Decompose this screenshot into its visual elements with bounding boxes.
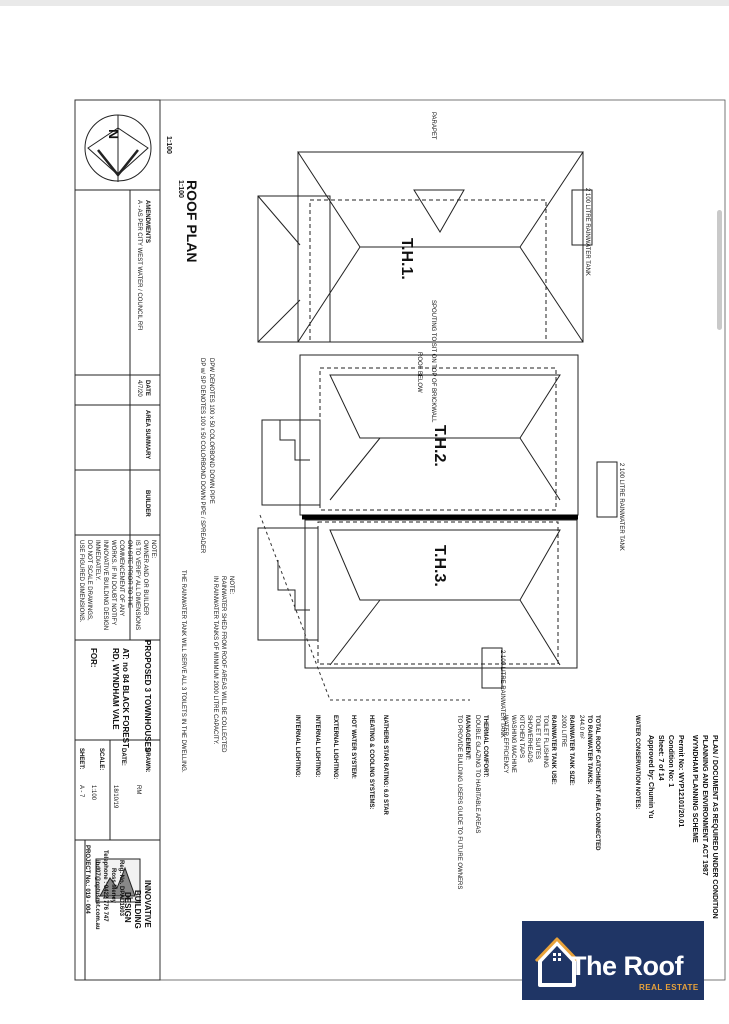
scale-label: SCALE: [98, 748, 104, 771]
amendment-date-label: DATE [144, 380, 150, 396]
title-note-1: OWNER AND OR BUILDER [142, 540, 148, 616]
rainwater-note-2: IN RAINWATER TANKS OF MINIMUM 2000 LITRE CAPACITY. [212, 576, 218, 745]
title-note-3: ON SITE PRIOR TO THE [126, 540, 132, 609]
person-name: Ross Meney [110, 868, 116, 904]
stamp-line-6: Approved by: Chumin Yu [647, 735, 654, 819]
date-value: 18/10/19 [112, 785, 118, 809]
firm-name-1: INNOVATIVE [143, 880, 152, 928]
roof-below-label: ROOF BELOW [416, 352, 422, 393]
brand-tagline: REAL ESTATE [639, 983, 699, 992]
water-note-10: KITCHEN TAPS [518, 715, 524, 759]
for-label: FOR: [89, 648, 98, 668]
stamp-line-5: Sheet: 7 of 14 [657, 735, 664, 781]
amendment-text: A - AS PER CITY WEST WATER / COUNCIL RFI [136, 200, 142, 331]
title-note-5: WORKS. IF IN DOUBT NOTIFY [110, 540, 116, 626]
energy-note-9: INTERNAL LIGHTING: [294, 715, 300, 778]
water-note-5: 2000 LITRE [560, 715, 566, 748]
title-note-8: DO NOT SCALE DRAWINGS, [86, 540, 92, 621]
water-note-6: RAINWATER TANK USE: [550, 715, 556, 785]
spouting-note: SPOUTING TO SIT ON TOP OF BRICKWALL [430, 300, 436, 423]
unit-label-th2: T.H.2. [431, 425, 448, 467]
tank-label-b: 2 100 LITRE RAINWATER TANK [618, 463, 624, 551]
title-note-4: COMMENCEMENT OF ANY [118, 540, 124, 617]
unit-label-th3: T.H.3. [431, 545, 448, 587]
water-note-0: WATER CONSERVATION NOTES: [634, 715, 640, 810]
tank-label-c: 2 100 LITRE RAINWATER TANK [499, 650, 505, 738]
energy-note-3: MANAGEMENT: [464, 715, 470, 760]
parapet-label: PARAPET [430, 112, 436, 140]
builder-label: BUILDER [144, 490, 150, 517]
brand-name: The Roof [570, 951, 683, 981]
stamp-line-4: Condition No: 1 [667, 735, 674, 788]
area-summary-label: AREA SUMMARY [144, 410, 150, 460]
legend-dp: DPW DENOTES 100 x 50 COLORBOND DOWN PIPE [208, 358, 214, 504]
scale-value: 1:100 [90, 785, 96, 801]
rainwater-note-0: NOTE: [228, 576, 234, 595]
water-note-12: WATER EFFICIENCY [502, 715, 508, 774]
sheet-label: SHEET: [78, 748, 84, 770]
legend-dp-sp: DP w/ SP DENOTES 100 x 50 COLORBOND DOWN PIPE / SPREADER [199, 358, 205, 554]
energy-note-0: NATHERS STAR RATING: 6.0 STAR [382, 715, 388, 815]
water-note-1: TOTAL ROOF CATCHMENT AREA CONNECTED [594, 715, 600, 851]
telephone: Telephone : 0422 776 747 [102, 850, 108, 922]
title-note-6: INNOVATIVE BUILDING DESIGN [102, 540, 108, 631]
stamp-line-3: Permit No: WYP12101/20.01 [677, 735, 684, 828]
energy-note-4: TO PROVIDE BUILDING USERS GUIDE TO FUTURE OWNERS [456, 715, 462, 890]
reg-no: Reg. No. DPAD1603 [118, 860, 124, 916]
north-scale: 1:100 [165, 136, 172, 154]
water-note-7: TOILET FLUSHING [542, 715, 548, 768]
energy-note-2: DOUBLE GLAZING TO HABITABLE AREAS [474, 715, 480, 834]
north-letter: N [106, 129, 122, 140]
sheet-value: A - 7 [78, 785, 84, 798]
address-line-1: AT: no 84 BLACK FOREST [121, 648, 130, 748]
drawing-title: ROOF PLAN [184, 180, 200, 263]
water-note-3: 244.0 m² [578, 715, 584, 739]
stamp-line-1: PLANNING AND ENVIRONMENT ACT 1987 [701, 735, 708, 876]
energy-note-7: EXTERNAL LIGHTING: [332, 715, 338, 780]
firm-name-2: BUILDING [133, 890, 142, 929]
title-note-0: NOTE: [150, 540, 156, 559]
energy-note-8: INTERNAL LIGHTING: [314, 715, 320, 778]
water-note-9: SHOWERHEADS [526, 715, 532, 763]
water-note-4: RAINWATER TANK SIZE: [568, 715, 574, 786]
water-note-8: TOILET SUITES [534, 715, 540, 760]
tank-label-a: 2 100 LITRE RAINWATER TANK [584, 188, 590, 276]
title-note-2: IS TO VERIFY ALL DIMENSIONS [134, 540, 140, 631]
energy-note-5: HEATING & COOLING SYSTEMS: [368, 715, 374, 810]
drawn-value: RM [135, 785, 141, 795]
project-number: PROJECT No.: 019 - 004 [84, 845, 90, 914]
stamp-line-2: WYNDHAM PLANNING SCHEME [691, 735, 698, 843]
water-note-11: WASHING MACHINE [510, 715, 516, 773]
rainwater-note-3: THE RAINWATER TANK WILL SERVE ALL 3 TOILETS IN THE DWELLING. [180, 570, 186, 773]
firm-name-3: DESIGN [123, 892, 132, 923]
water-note-2: TO RAINWATER TANKS: [586, 715, 592, 785]
project-title: PROPOSED 3 TOWNHOUSES [143, 640, 152, 753]
title-note-7: IMMEDIATELY. [94, 540, 100, 581]
date-label: DATE: [120, 748, 126, 766]
address-line-2: RD, WYNDHAM VALE [111, 648, 120, 730]
amendments-label: AMENDMENTS [144, 200, 150, 243]
rainwater-note-1: RAINWATER SHED FROM ROOF AREAS WILL BE COLLECTED [220, 576, 226, 753]
energy-note-1: THERMAL COMFORT: [482, 715, 488, 778]
unit-label-th1: T.H.1. [398, 238, 415, 280]
email: ibd07@optusnet.com.au [94, 860, 100, 930]
brand-logo [522, 921, 704, 1000]
amendment-date: 4/7/20 [136, 380, 142, 397]
drawing-scale: 1:100 [177, 180, 184, 198]
drawn-label: DRAWN: [144, 748, 150, 773]
title-note-9: USE FIGURED DIMENSIONS. [78, 540, 84, 623]
energy-note-6: HOT WATER SYSTEM: [350, 715, 356, 779]
stamp-line-0: PLAN / DOCUMENT AS REQUIRED UNDER CONDITION [711, 735, 718, 919]
